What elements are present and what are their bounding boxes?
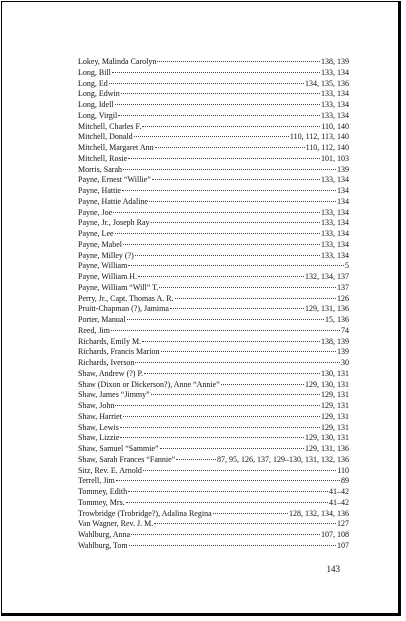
- entry-name: Sitz, Rev. E. Arnold: [78, 465, 142, 475]
- entry-pages: 74: [341, 325, 349, 335]
- index-entry: [78, 369, 349, 380]
- entry-pages: 134: [337, 196, 349, 206]
- index-entry: [78, 100, 349, 111]
- dot-leader: [142, 126, 320, 127]
- entry-name: Richards, Francis Marion: [78, 347, 160, 357]
- entry-pages: 107, 108: [321, 530, 349, 539]
- entry-name: Van Wagner, Rev. J. M.: [78, 519, 154, 529]
- dot-leader: [115, 233, 320, 234]
- entry-name: Mitchell, Margaret Ann: [78, 143, 154, 152]
- entry-name: Long, Bill: [78, 67, 111, 77]
- dot-leader: [157, 61, 320, 62]
- index-entry: [78, 197, 349, 208]
- entry-pages: 139: [337, 347, 349, 357]
- index-entry: [78, 380, 349, 391]
- entry-pages: 133, 134: [321, 175, 349, 185]
- entry-pages: 110: [337, 465, 349, 475]
- entry-pages: 130, 131: [321, 368, 349, 378]
- entry-pages: 129, 130, 131: [305, 379, 349, 389]
- dot-leader: [151, 222, 320, 223]
- dot-leader: [154, 523, 336, 524]
- entry-name: Payne, Hattie: [78, 186, 122, 195]
- index-entry: [78, 530, 349, 541]
- entry-name: Payne, Ernest “Willie”: [78, 175, 151, 185]
- entry-name: Payne, Milley (?): [78, 250, 134, 260]
- entry-name: Porter, Manual: [78, 315, 126, 324]
- entry-name: Terrell, Jim: [78, 476, 115, 486]
- dot-leader: [121, 93, 320, 94]
- index-entry: [78, 218, 349, 229]
- entry-pages: 134, 135, 136: [305, 78, 349, 88]
- entry-name: Morris, Sarah: [78, 164, 122, 174]
- entry-pages: 129, 131: [321, 422, 349, 432]
- entry-pages: 127: [337, 519, 349, 529]
- index-list: [78, 57, 349, 552]
- entry-name: Tommey, Mrs.: [78, 497, 125, 507]
- index-entry: [78, 304, 349, 315]
- dot-leader: [176, 459, 216, 460]
- page: [1, 1, 401, 616]
- dot-leader: [175, 298, 336, 299]
- entry-pages: 110, 112, 113, 140: [289, 132, 349, 142]
- dot-leader: [159, 287, 336, 288]
- entry-name: Lokey, Malinda Carolyn: [78, 57, 157, 66]
- entry-name: Payne, William “Will” T.: [78, 282, 159, 292]
- index-entry: [78, 519, 349, 530]
- entry-pages: 41–42: [329, 497, 349, 507]
- entry-pages: 129, 131: [321, 390, 349, 400]
- index-entry: [78, 487, 349, 498]
- entry-pages: 138, 139: [321, 57, 349, 66]
- dot-leader: [160, 448, 304, 449]
- dot-leader: [118, 115, 320, 116]
- dot-leader: [120, 437, 304, 438]
- index-entry: [78, 347, 349, 358]
- index-entry: [78, 358, 349, 369]
- dot-leader: [126, 502, 328, 503]
- entry-name: Shaw, Lewis: [78, 422, 119, 432]
- dot-leader: [128, 265, 344, 266]
- index-entry: [78, 175, 349, 186]
- entry-pages: 129, 131: [321, 411, 349, 421]
- entry-pages: 133, 134: [321, 110, 349, 120]
- dot-leader: [123, 244, 320, 245]
- index-entry: [78, 412, 349, 423]
- index-entry: [78, 251, 349, 262]
- entry-name: Shaw, Lizzie: [78, 433, 120, 443]
- index-entry: [78, 315, 349, 326]
- index-entry: [78, 165, 349, 176]
- dot-leader: [129, 545, 336, 546]
- index-entry: [78, 122, 349, 133]
- entry-name: Payne, Mabel: [78, 239, 122, 249]
- page-number: 143: [326, 564, 340, 574]
- dot-leader: [138, 276, 304, 277]
- index-entry: [78, 455, 349, 466]
- entry-pages: 133, 134: [321, 89, 349, 99]
- dot-leader: [115, 405, 320, 406]
- dot-leader: [170, 308, 304, 309]
- entry-name: Shaw, Andrew (?) P.: [78, 368, 144, 378]
- entry-name: Wahlburg, Anna: [78, 530, 131, 539]
- dot-leader: [221, 384, 304, 385]
- index-entry: [78, 68, 349, 79]
- index-entry: [78, 433, 349, 444]
- index-entry: [78, 132, 349, 143]
- entry-name: Pruitt-Chapman (?), Jamima: [78, 304, 169, 314]
- entry-name: Richards, Iverson: [78, 358, 135, 367]
- index-entry: [78, 283, 349, 294]
- entry-pages: 129, 130, 131: [305, 433, 349, 443]
- entry-name: Richards, Emily M.: [78, 336, 142, 346]
- entry-name: Shaw, Samuel “Sammie”: [78, 444, 159, 453]
- entry-pages: 110, 112, 140: [305, 143, 349, 152]
- index-entry: [78, 208, 349, 219]
- dot-leader: [143, 470, 336, 471]
- dot-leader: [112, 72, 320, 73]
- entry-name: Long, Edwin: [78, 89, 120, 99]
- entry-name: Payne, William H.: [78, 272, 138, 281]
- entry-name: Shaw, James “Jimmy”: [78, 390, 150, 400]
- entry-name: Long, Ed: [78, 78, 108, 88]
- entry-name: Payne, William: [78, 261, 128, 271]
- dot-leader: [109, 83, 304, 84]
- dot-leader: [135, 255, 320, 256]
- entry-pages: 129, 131: [321, 401, 349, 410]
- entry-pages: 126: [337, 293, 349, 303]
- index-entry: [78, 444, 349, 455]
- entry-pages: 137: [337, 282, 349, 292]
- entry-name: Perry, Jr., Capt. Thomas A. R.: [78, 293, 174, 303]
- entry-pages: 89: [341, 476, 349, 486]
- entry-name: Wahlburg, Tom: [78, 540, 128, 550]
- entry-pages: 110, 140: [321, 121, 349, 131]
- index-entry: [78, 337, 349, 348]
- entry-name: Shaw, Harriet: [78, 411, 122, 421]
- index-entry: [78, 326, 349, 337]
- entry-name: Shaw, Sarah Frances “Fannie”: [78, 454, 176, 464]
- entry-name: Mitchell, Donald: [78, 132, 133, 142]
- dot-leader: [128, 158, 320, 159]
- entry-name: Shaw (Dixon or Dickerson?), Anne “Annie”: [78, 379, 220, 389]
- entry-pages: 139: [337, 164, 349, 174]
- dot-leader: [116, 480, 340, 481]
- dot-leader: [131, 534, 320, 535]
- entry-pages: 138, 139: [321, 336, 349, 346]
- entry-pages: 128, 132, 134, 136: [289, 508, 349, 518]
- entry-name: Long, Virgil: [78, 110, 118, 120]
- index-entry: [78, 154, 349, 165]
- index-entry: [78, 294, 349, 305]
- index-entry: [78, 509, 349, 520]
- entry-name: Trowbridge (Trobridge?), Adalina Regina: [78, 508, 212, 518]
- entry-pages: 133, 134: [321, 100, 349, 109]
- index-entry: [78, 111, 349, 122]
- dot-leader: [144, 373, 320, 374]
- entry-pages: 133, 134: [321, 239, 349, 249]
- entry-name: Payne, Lee: [78, 229, 114, 238]
- dot-leader: [161, 351, 336, 352]
- entry-pages: 129, 131, 136: [305, 444, 349, 453]
- entry-pages: 133, 134: [321, 250, 349, 260]
- entry-pages: 134: [337, 186, 349, 195]
- entry-name: Payne, Hattie Adaline: [78, 196, 148, 206]
- entry-pages: 133, 134: [321, 218, 349, 228]
- index-entry: [78, 240, 349, 251]
- index-entry: [78, 261, 349, 272]
- index-entry: [78, 390, 349, 401]
- dot-leader: [111, 330, 340, 331]
- dot-leader: [115, 104, 320, 105]
- index-entry: [78, 143, 349, 154]
- index-entry: [78, 57, 349, 68]
- dot-leader: [142, 341, 320, 342]
- index-entry: [78, 401, 349, 412]
- dot-leader: [122, 190, 336, 191]
- dot-leader: [113, 212, 320, 213]
- dot-leader: [134, 136, 289, 137]
- index-entry: [78, 541, 349, 552]
- entry-name: Payne, Jr., Joseph Ray: [78, 218, 150, 228]
- entry-name: Mitchell, Charles F.: [78, 121, 142, 131]
- index-entry: [78, 186, 349, 197]
- entry-pages: 30: [341, 358, 349, 367]
- index-entry: [78, 466, 349, 477]
- entry-pages: 101, 103: [321, 153, 349, 163]
- entry-pages: 133, 134: [321, 67, 349, 77]
- entry-pages: 5: [345, 261, 349, 271]
- entry-name: Tommey, Edith: [78, 487, 128, 496]
- dot-leader: [123, 169, 336, 170]
- dot-leader: [128, 491, 328, 492]
- dot-leader: [149, 201, 336, 202]
- index-entry: [78, 229, 349, 240]
- dot-leader: [127, 319, 324, 320]
- entry-pages: 133, 134: [321, 207, 349, 217]
- entry-pages: 129, 131, 136: [305, 304, 349, 314]
- index-entry: [78, 272, 349, 283]
- index-entry: [78, 423, 349, 434]
- index-entry: [78, 498, 349, 509]
- dot-leader: [120, 427, 320, 428]
- entry-pages: 15, 136: [325, 315, 349, 324]
- entry-name: Reed, Jim: [78, 325, 110, 335]
- dot-leader: [155, 147, 305, 148]
- dot-leader: [213, 513, 288, 514]
- entry-pages: 107: [337, 540, 349, 550]
- dot-leader: [151, 394, 320, 395]
- entry-name: Payne, Joe: [78, 207, 113, 217]
- entry-pages: 133, 134: [321, 229, 349, 238]
- dot-leader: [123, 416, 320, 417]
- dot-leader: [135, 362, 340, 363]
- entry-pages: 41–42: [329, 487, 349, 496]
- index-entry: [78, 89, 349, 100]
- entry-pages: 87, 95, 126, 137, 129–130, 131, 132, 136: [217, 454, 349, 464]
- entry-name: Shaw, John: [78, 401, 115, 410]
- entry-name: Mitchell, Rosie: [78, 153, 128, 163]
- dot-leader: [152, 179, 320, 180]
- index-entry: [78, 476, 349, 487]
- index-entry: [78, 79, 349, 90]
- entry-name: Long, Idell: [78, 100, 114, 109]
- entry-pages: 132, 134, 137: [305, 272, 349, 281]
